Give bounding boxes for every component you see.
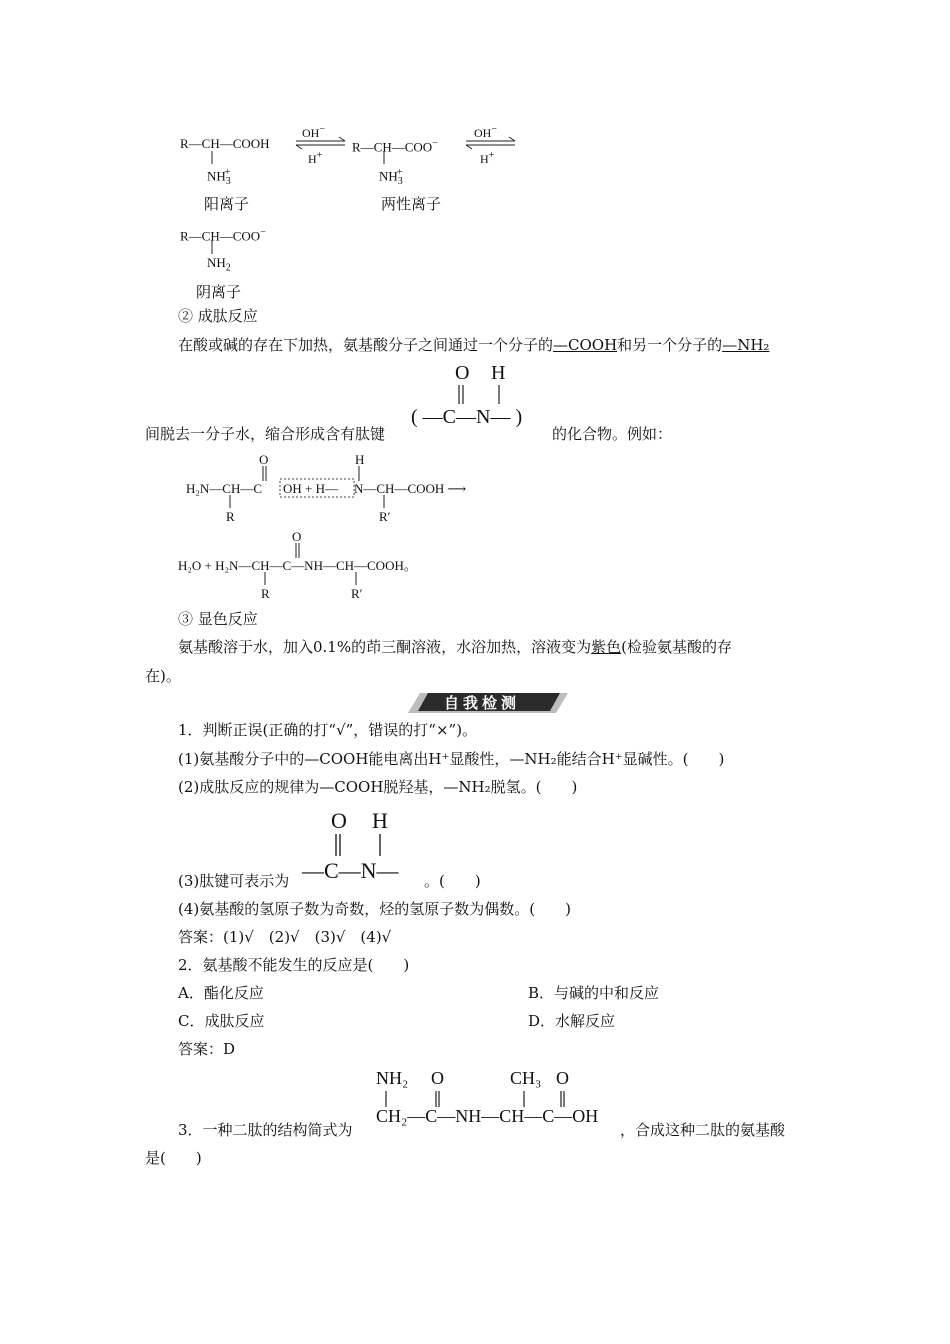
peptide-para-1: 在酸或碱的存在下加热，氨基酸分子之间通过一个分子的—COOH和另一个分子的—NH₂ [178, 336, 770, 354]
answer-2: 答案：D [178, 1040, 236, 1058]
q1-item-3-end: 。( ) [424, 872, 481, 890]
q2-option-b: B．与碱的中和反应 [528, 984, 660, 1002]
rx2-r: R [261, 586, 270, 601]
h-label-2: H+ [480, 150, 495, 166]
color-para-end: 在)。 [145, 667, 181, 685]
q1-item-4: (4)氨基酸的氢原子数为奇数，烃的氢原子数为偶数。( ) [178, 900, 571, 918]
q2: 2．氨基酸不能发生的反应是( ) [178, 956, 410, 974]
rx2-rprime: R′ [351, 586, 363, 601]
cation-label: 阳离子 [204, 195, 250, 213]
zwitterion-formula: R—CH—COO− [352, 138, 438, 155]
q3-ch3: CH₃ [510, 1068, 542, 1088]
peptide-para-2a: 间脱去一分子水，缩合形成含有肽键 [145, 425, 386, 443]
color-heading: ③ 显色反应 [178, 610, 258, 628]
q1-3-bond: —C—N— [302, 858, 399, 883]
q3-main-chain: CH₂—C—NH—CH—C—OH [376, 1106, 599, 1126]
oh-label-1: OH− [302, 124, 325, 140]
zwitterion-label: 两性离子 [381, 195, 442, 213]
q1-3-h: H [372, 808, 388, 833]
cation-nh3: $NH_3^+$ [207, 167, 231, 187]
q3: 3．一种二肽的结构简式为 [178, 1121, 353, 1139]
q1: 1．判断正误(正确的打“√”，错误的打“×”)。 [178, 721, 478, 739]
anion-formula: R—CH—COO− [180, 227, 266, 244]
h-label-1: H+ [308, 150, 323, 166]
q3-end: 是( ) [145, 1149, 202, 1167]
zwitterion-nh3: $NH_3^+$ [379, 167, 403, 187]
answer-1: 答案：(1)√ (2)√ (3)√ (4)√ [178, 928, 392, 946]
q3-nh2: NH₂ [376, 1068, 409, 1088]
rx1-rprime: R′ [379, 509, 391, 524]
q2-option-d: D．水解反应 [528, 1012, 616, 1030]
q1-3-o: O [331, 808, 347, 833]
rx2-main: H₂O + H₂N—CH—C—NH—CH—COOH。 [178, 558, 417, 573]
rx1-r: R [226, 509, 235, 524]
rx1-h: H [355, 452, 365, 467]
rx1-box: OH + H— [283, 481, 338, 496]
q3-o2: O [556, 1068, 569, 1088]
color-para: 氨基酸溶于水，加入0.1%的茚三酮溶液，水浴加热，溶液变为紫色(检验氨基酸的存 [178, 638, 732, 656]
rx2-o: O [292, 529, 302, 544]
q3-o1: O [431, 1068, 444, 1088]
peptide-para-2b: 的化合物。例如： [552, 425, 673, 443]
oh-label-2: OH− [474, 124, 497, 140]
cation-formula: R—CH—COOH [180, 136, 270, 151]
bond-o: O [455, 362, 470, 384]
q3-cont: ，合成这种二肽的氨基酸 [620, 1121, 786, 1139]
q2-option-c: C．成肽反应 [178, 1012, 265, 1030]
anion-nh2: $NH_2$ [207, 255, 231, 274]
q1-item-2: (2)成肽反应的规律为—COOH脱羟基，—NH₂脱氢。( ) [178, 778, 578, 796]
rx1-right: N—CH—COOH ⟶ [354, 481, 467, 496]
anion-label: 阴离子 [196, 283, 242, 301]
peptide-bond-formula: ( —C—N— ) [411, 406, 523, 428]
peptide-heading: ② 成肽反应 [178, 307, 258, 325]
rx1-o: O [259, 452, 269, 467]
rx1-left: H₂N—CH—C [186, 481, 263, 496]
q1-item-3: (3)肽键可表示为 [178, 872, 290, 890]
q1-item-1: (1)氨基酸分子中的—COOH能电离出H⁺显酸性，—NH₂能结合H⁺显碱性。( ) [178, 750, 725, 768]
bond-h: H [491, 362, 506, 384]
q2-option-a: A．酯化反应 [178, 984, 264, 1002]
self-check-title: 自我检测 [444, 694, 521, 712]
